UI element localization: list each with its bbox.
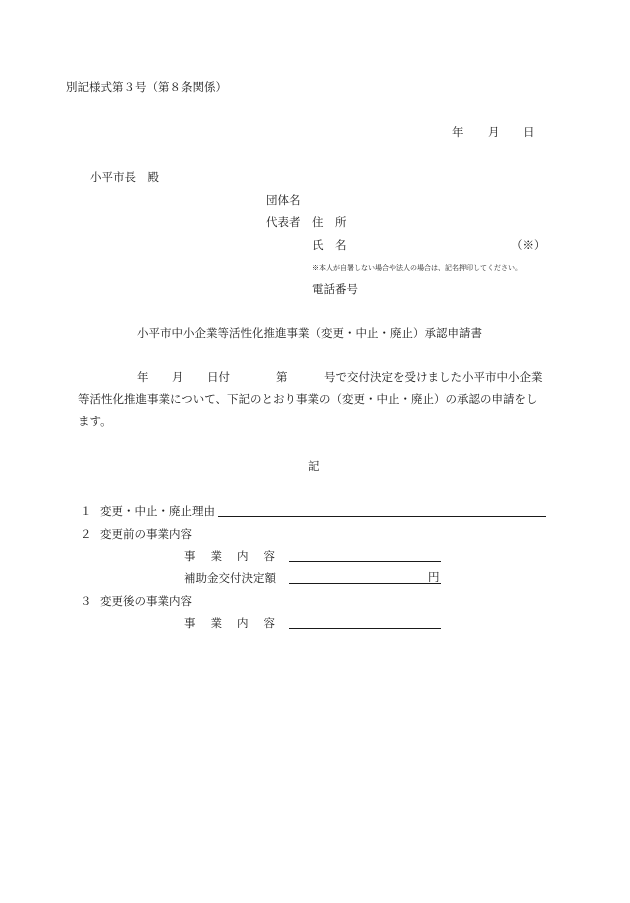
date-day: 日 xyxy=(523,125,535,139)
char: 内 xyxy=(237,616,249,630)
item2-number: ２ xyxy=(80,527,92,541)
phone-label: 電話番号 xyxy=(312,282,358,296)
item2-subsidy-label: 補助金交付決定額 xyxy=(184,571,276,585)
signature-note: ※本人が自署しない場合や法人の場合は、記名押印してください。 xyxy=(312,264,522,272)
body-year: 年 xyxy=(137,370,149,384)
body-dai: 第 xyxy=(276,370,288,384)
item2-subsidy-line[interactable] xyxy=(289,583,441,584)
ki-heading: 記 xyxy=(308,459,320,473)
yen-unit: 円 xyxy=(428,570,440,584)
item2-business-content-label xyxy=(184,551,275,563)
item1-label: 変更・中止・廃止理由 xyxy=(100,504,215,518)
item3-business-content-line[interactable] xyxy=(289,628,441,629)
org-label: 団体名 xyxy=(266,193,301,207)
char: 内 xyxy=(237,549,249,563)
seal-mark: （※） xyxy=(511,238,546,252)
rep-label: 代表者 xyxy=(266,215,301,229)
date-month: 月 xyxy=(488,125,500,139)
body-line3: ます。 xyxy=(78,414,112,428)
char: 容 xyxy=(263,549,275,563)
body-dayfu: 日付 xyxy=(207,370,230,384)
char: 容 xyxy=(263,616,275,630)
item1-number: １ xyxy=(80,504,92,518)
char: 業 xyxy=(210,549,222,563)
item2-business-content-line[interactable] xyxy=(289,561,441,562)
address-label: 住 所 xyxy=(312,215,347,229)
item1-blank-line[interactable] xyxy=(218,516,546,517)
body-line1-rest: 号で交付決定を受けました小平市中小企業 xyxy=(324,370,543,384)
char: 事 xyxy=(184,549,196,563)
body-line2: 等活性化推進事業について、下記のとおり事業の（変更・中止・廃止）の承認の申請をし xyxy=(78,392,538,406)
char: 業 xyxy=(210,616,222,630)
document-title: 小平市中小企業等活性化推進事業（変更・中止・廃止）承認申請書 xyxy=(137,326,482,340)
item3-business-content-label xyxy=(184,618,275,630)
date-year: 年 xyxy=(452,125,464,139)
body-month: 月 xyxy=(172,370,184,384)
item3-label: 変更後の事業内容 xyxy=(100,594,192,608)
form-number: 別記様式第３号（第８条関係） xyxy=(66,80,227,94)
item3-number: ３ xyxy=(80,594,92,608)
addressee: 小平市長 殿 xyxy=(90,170,159,184)
item2-label: 変更前の事業内容 xyxy=(100,527,192,541)
name-label: 氏 名 xyxy=(312,238,347,252)
char: 事 xyxy=(184,616,196,630)
